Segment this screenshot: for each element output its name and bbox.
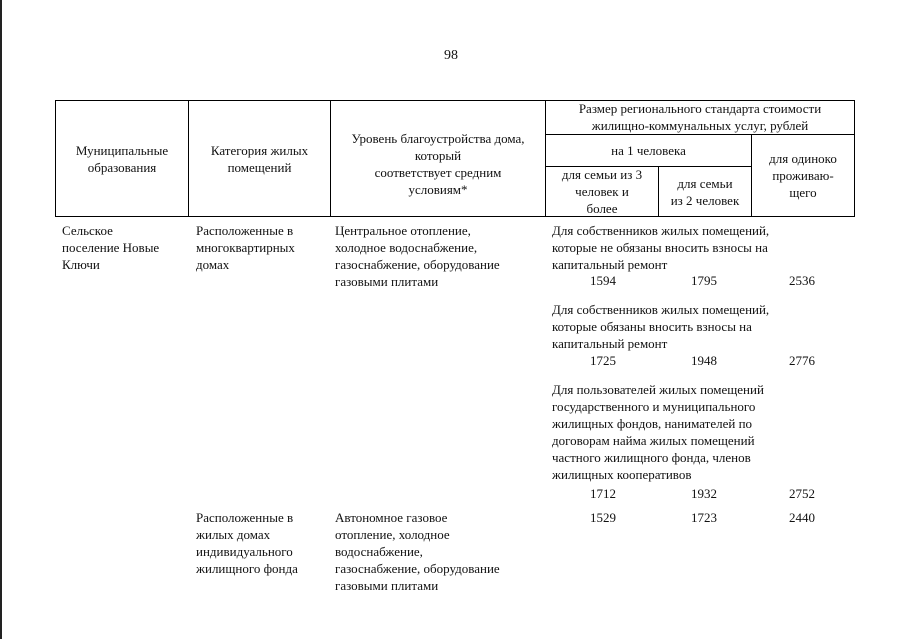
group1-family2-value: 1795 [691, 273, 717, 288]
group1-single-value: 2536 [789, 273, 815, 288]
block2-level: Автономное газовое отопление, холодное водоснабжение, газоснабжение, оборудование газовыми плитами [335, 510, 500, 593]
block2-family2-value: 1723 [691, 510, 717, 525]
group2-label: Для собственников жилых помещений, которые обязаны вносить взносы на капитальный ремонт [552, 302, 770, 351]
header-municipal: Муниципальные образования [75, 142, 169, 175]
page-number: 98 [444, 48, 458, 63]
header-level: Уровень благоустройства дома, который соответствует средним условиям* [351, 130, 525, 197]
group2-family3-value: 1725 [590, 353, 616, 368]
header-single: для одиноко проживаю- щего [769, 151, 837, 200]
group2-family2-value: 1948 [691, 353, 717, 368]
header-family2: для семьи из 2 человек [670, 175, 740, 208]
header-standard: Размер регионального стандарта стоимости жилищно-коммунальных услуг, рублей [578, 101, 822, 133]
block2-category: Расположенные в жилых домах индивидуального жилищного фонда [196, 510, 298, 576]
header-family3: для семьи из 3 человек и более [561, 167, 643, 216]
header-per-person: на 1 человека [611, 143, 686, 158]
block2-single-value: 2440 [789, 510, 815, 525]
scan-edge [0, 0, 2, 639]
group1-label: Для собственников жилых помещений, которые не обязаны вносить взносы на капитальный ремонт [552, 223, 770, 272]
group2-single-value: 2776 [789, 353, 815, 368]
group3-single-value: 2752 [789, 486, 815, 501]
group1-family3-value: 1594 [590, 273, 616, 288]
block2-family3-value: 1529 [590, 510, 616, 525]
group3-label: Для пользователей жилых помещений государственного и муниципального жилищных фондов, нанимателей по договорам найма жилых помещений частного жилищного фонда, членов жилищных кооперативов [552, 382, 764, 482]
table-header [55, 100, 855, 217]
header-right-border [854, 100, 855, 217]
header-category: Категория жилых помещений [210, 142, 309, 175]
municipality-name: Сельское поселение Новые Ключи [62, 223, 160, 272]
group3-family2-value: 1932 [691, 486, 717, 501]
block1-level: Центральное отопление, холодное водоснабжение, газоснабжение, оборудование газовыми плитами [335, 223, 500, 289]
group3-family3-value: 1712 [590, 486, 616, 501]
block1-category: Расположенные в многоквартирных домах [196, 223, 295, 272]
